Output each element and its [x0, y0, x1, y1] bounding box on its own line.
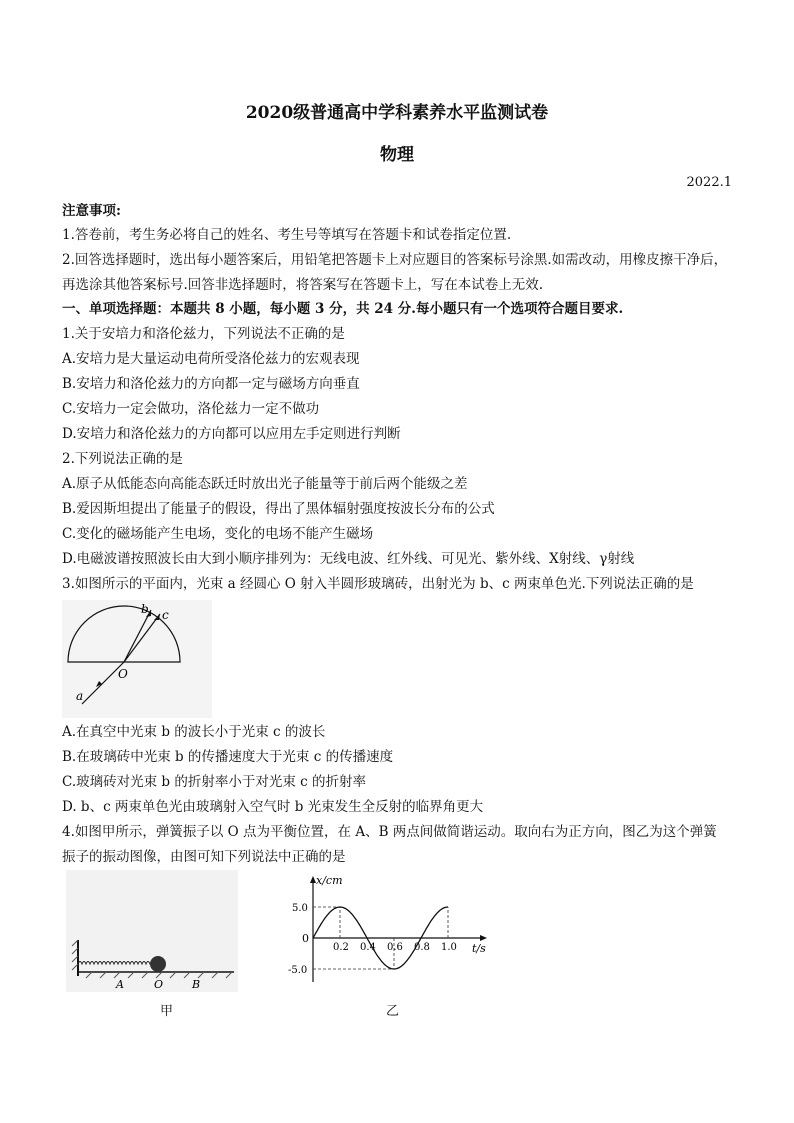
- q3-figure: [62, 600, 212, 718]
- q1-option-c: C.安培力一定会做功，洛伦兹力一定不做功: [62, 401, 320, 417]
- y-tick-label-1: -5.0: [288, 965, 308, 976]
- q3-option-d: D. b、c 两束单色光由玻璃射入空气时 b 光束发生全反射的临界角更大: [62, 799, 484, 815]
- y-axis-label: x/cm: [316, 874, 343, 887]
- q2-stem: 2.下列说法正确的是: [62, 451, 183, 467]
- y-tick-label-0: 5.0: [292, 903, 308, 914]
- notice-heading: 注意事项:: [62, 203, 121, 219]
- label-a: a: [76, 689, 84, 703]
- fig-label-yi: 乙: [386, 1004, 400, 1019]
- fig-label-jia: 甲: [160, 1004, 174, 1019]
- notice-item-1: 1.答卷前，考生务必将自己的姓名、考生号等填写在答题卡和试卷指定位置.: [62, 227, 512, 243]
- q4-figure-spring: [66, 870, 238, 992]
- notice-item-2-cont: 再选涂其他答案标号.回答非选择题时，将答案写在答题卡上，写在本试卷上无效.: [62, 277, 544, 293]
- q3-option-a: A.在真空中光束 b 的波长小于光束 c 的波长: [62, 724, 326, 740]
- point-b: B: [192, 978, 201, 991]
- label-b: b: [141, 602, 149, 616]
- q3-option-b: B.在玻璃砖中光束 b 的传播速度大于光束 c 的传播速度: [62, 749, 394, 765]
- q4-stem-line2: 振子的振动图像，由图可知下列说法中正确的是: [62, 849, 346, 865]
- q2-option-d: D.电磁波谱按照波长由大到小顺序排列为：无线电波、红外线、可见光、紫外线、X射线、γ射线: [62, 551, 635, 567]
- x-tick-label-0: 0.2: [333, 942, 349, 953]
- q4-figure-graph: [288, 870, 498, 992]
- x-tick-label-1: 0.4: [360, 942, 376, 953]
- subject-title: 物理: [380, 145, 414, 165]
- q4-stem-line1: 4.如图甲所示，弹簧振子以 O 点为平衡位置，在 A、B 两点间做简谐运动。取向右为正方向，图乙为这个弹簧: [62, 824, 717, 840]
- q3-option-c: C.玻璃砖对光束 b 的折射率小于对光束 c 的折射率: [62, 774, 367, 790]
- ball: [150, 956, 166, 972]
- x-tick-label-2: 0.6: [387, 942, 403, 953]
- label-o: O: [118, 667, 128, 681]
- q2-option-b: B.爱因斯坦提出了能量子的假设，得出了黑体辐射强度按波长分布的公式: [62, 501, 495, 517]
- origin-label: 0: [302, 932, 309, 945]
- section-heading: 一、单项选择题：本题共 8 小题，每小题 3 分，共 24 分.每小题只有一个选项符合题目要求.: [62, 301, 624, 317]
- x-tick-label-3: 0.8: [414, 942, 430, 953]
- q1-stem: 1.关于安培力和洛伦兹力，下列说法不正确的是: [62, 326, 345, 342]
- q2-option-c: C.变化的磁场能产生电场，变化的电场不能产生磁场: [62, 526, 374, 542]
- q1-option-d: D.安培力和洛伦兹力的方向都可以应用左手定则进行判断: [62, 426, 401, 442]
- point-o: O: [154, 978, 164, 991]
- figure-background: [66, 870, 238, 992]
- q1-option-b: B.安培力和洛伦兹力的方向都一定与磁场方向垂直: [62, 376, 360, 392]
- figure-background: [62, 600, 212, 718]
- exam-title: 2020级普通高中学科素养水平监测试卷: [245, 103, 549, 123]
- label-c: c: [162, 608, 169, 622]
- q2-option-a: A.原子从低能态向高能态跃迁时放出光子能量等于前后两个能级之差: [62, 476, 468, 492]
- x-axis-label: t/s: [472, 942, 486, 955]
- x-tick-label-4: 1.0: [441, 942, 457, 953]
- point-a: A: [116, 978, 124, 991]
- q3-stem: 3.如图所示的平面内，光束 a 经圆心 O 射入半圆形玻璃砖，出射光为 b、c 两束单色光.下列说法正确的是: [62, 576, 694, 592]
- q1-option-a: A.安培力是大量运动电荷所受洛伦兹力的宏观表现: [62, 351, 360, 367]
- exam-date: 2022.1: [686, 175, 732, 190]
- x-axis-arrow: [480, 935, 487, 941]
- notice-item-2: 2.回答选择题时，选出每小题答案后，用铅笔把答题卡上对应题目的答案标号涂黑.如需改动，用橡皮擦干净后，: [62, 252, 728, 268]
